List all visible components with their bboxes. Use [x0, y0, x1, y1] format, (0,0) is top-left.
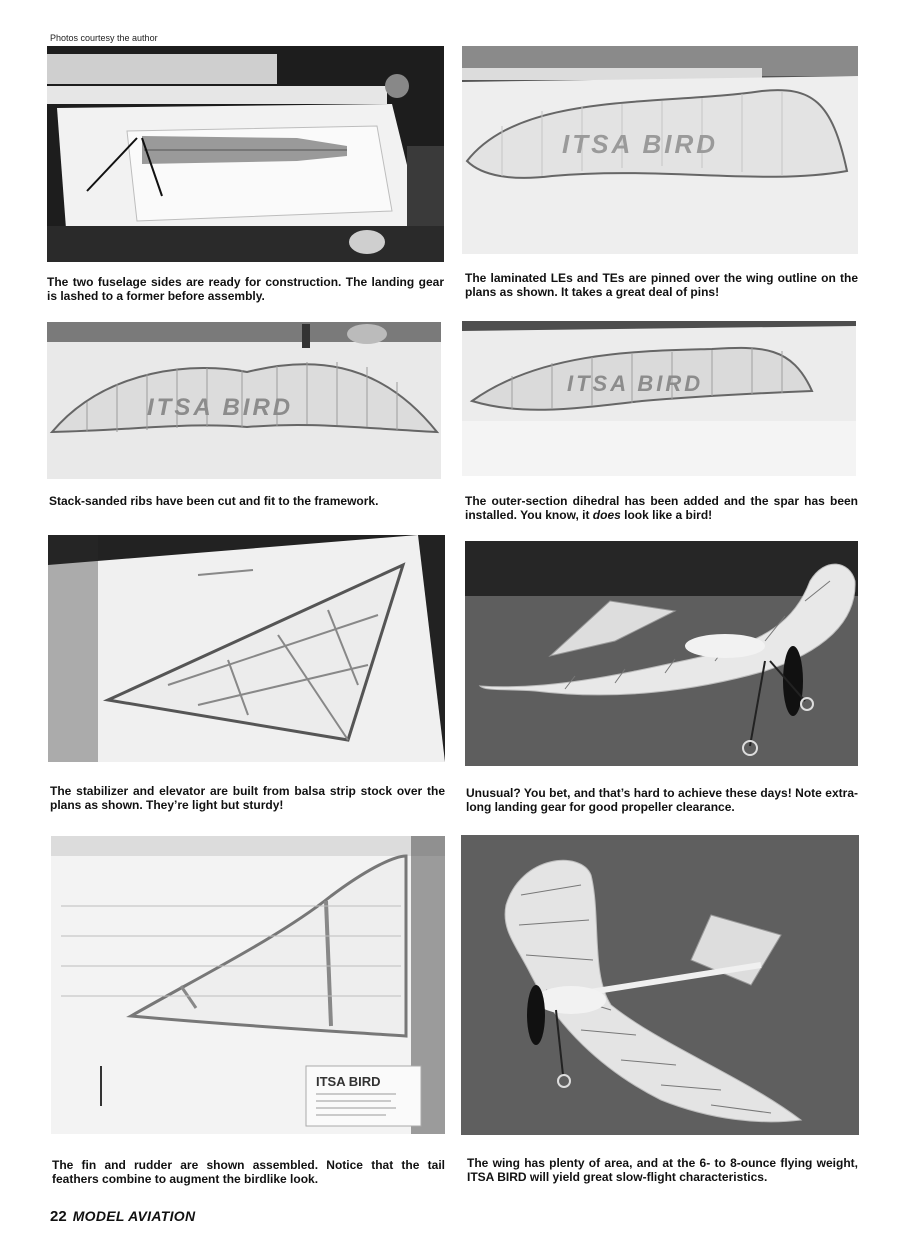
wing-label-text: ITSA BIRD — [567, 371, 704, 396]
caption-text-part: look like a bird! — [620, 508, 713, 522]
page-number: 22 — [50, 1208, 67, 1225]
caption-text-part: The outer-section dihedral has been added and the spar has been installed. You know, it — [465, 494, 858, 522]
page-footer — [50, 1208, 195, 1225]
magazine-name: MODEL AVIATION — [72, 1208, 196, 1224]
caption-laminated-les: The laminated LEs and TEs are pinned over the wing outline on the plans as shown. It takes a great deal of pins! — [465, 271, 858, 299]
caption-fin-and-rudder: The fin and rudder are shown assembled. Notice that the tail feathers combine to augment the birdlike look. — [52, 1158, 445, 1186]
caption-wing-overhead: The wing has plenty of area, and at the 6- to 8-ounce flying weight, ITSA BIRD will yield great slow-flight characteristics. — [467, 1156, 858, 1184]
wing-label-text: ITSA BIRD — [147, 394, 294, 421]
caption-model-side-view: Unusual? You bet, and that’s hard to achieve these days! Note extra-long landing gear for good propeller clearance. — [466, 786, 858, 814]
photo-laminated-les — [462, 46, 858, 254]
photo-stack-sanded-ribs — [47, 322, 441, 479]
caption-fuselage-sides: The two fuselage sides are ready for construction. The landing gear is lashed to a former before assembly. — [47, 275, 444, 303]
photo-fin-and-rudder — [51, 836, 445, 1134]
photo-stabilizer-elevator — [48, 535, 445, 762]
plan-title-text: ITSA BIRD — [316, 1074, 381, 1089]
photo-model-side-view — [465, 541, 858, 766]
caption-emphasis: does — [592, 508, 621, 522]
caption-stabilizer-elevator: The stabilizer and elevator are built from balsa strip stock over the plans as shown. They’re light but sturdy! — [50, 784, 445, 812]
wing-label-text: ITSA BIRD — [562, 129, 719, 159]
photo-wing-overhead — [461, 835, 859, 1135]
caption-outer-section-dihedral — [465, 494, 858, 522]
photo-outer-section-dihedral — [462, 321, 856, 476]
photo-credit: Photos courtesy the author — [50, 33, 158, 43]
photo-fuselage-sides — [47, 46, 444, 262]
caption-stack-sanded-ribs: Stack-sanded ribs have been cut and fit to the framework. — [49, 494, 379, 508]
